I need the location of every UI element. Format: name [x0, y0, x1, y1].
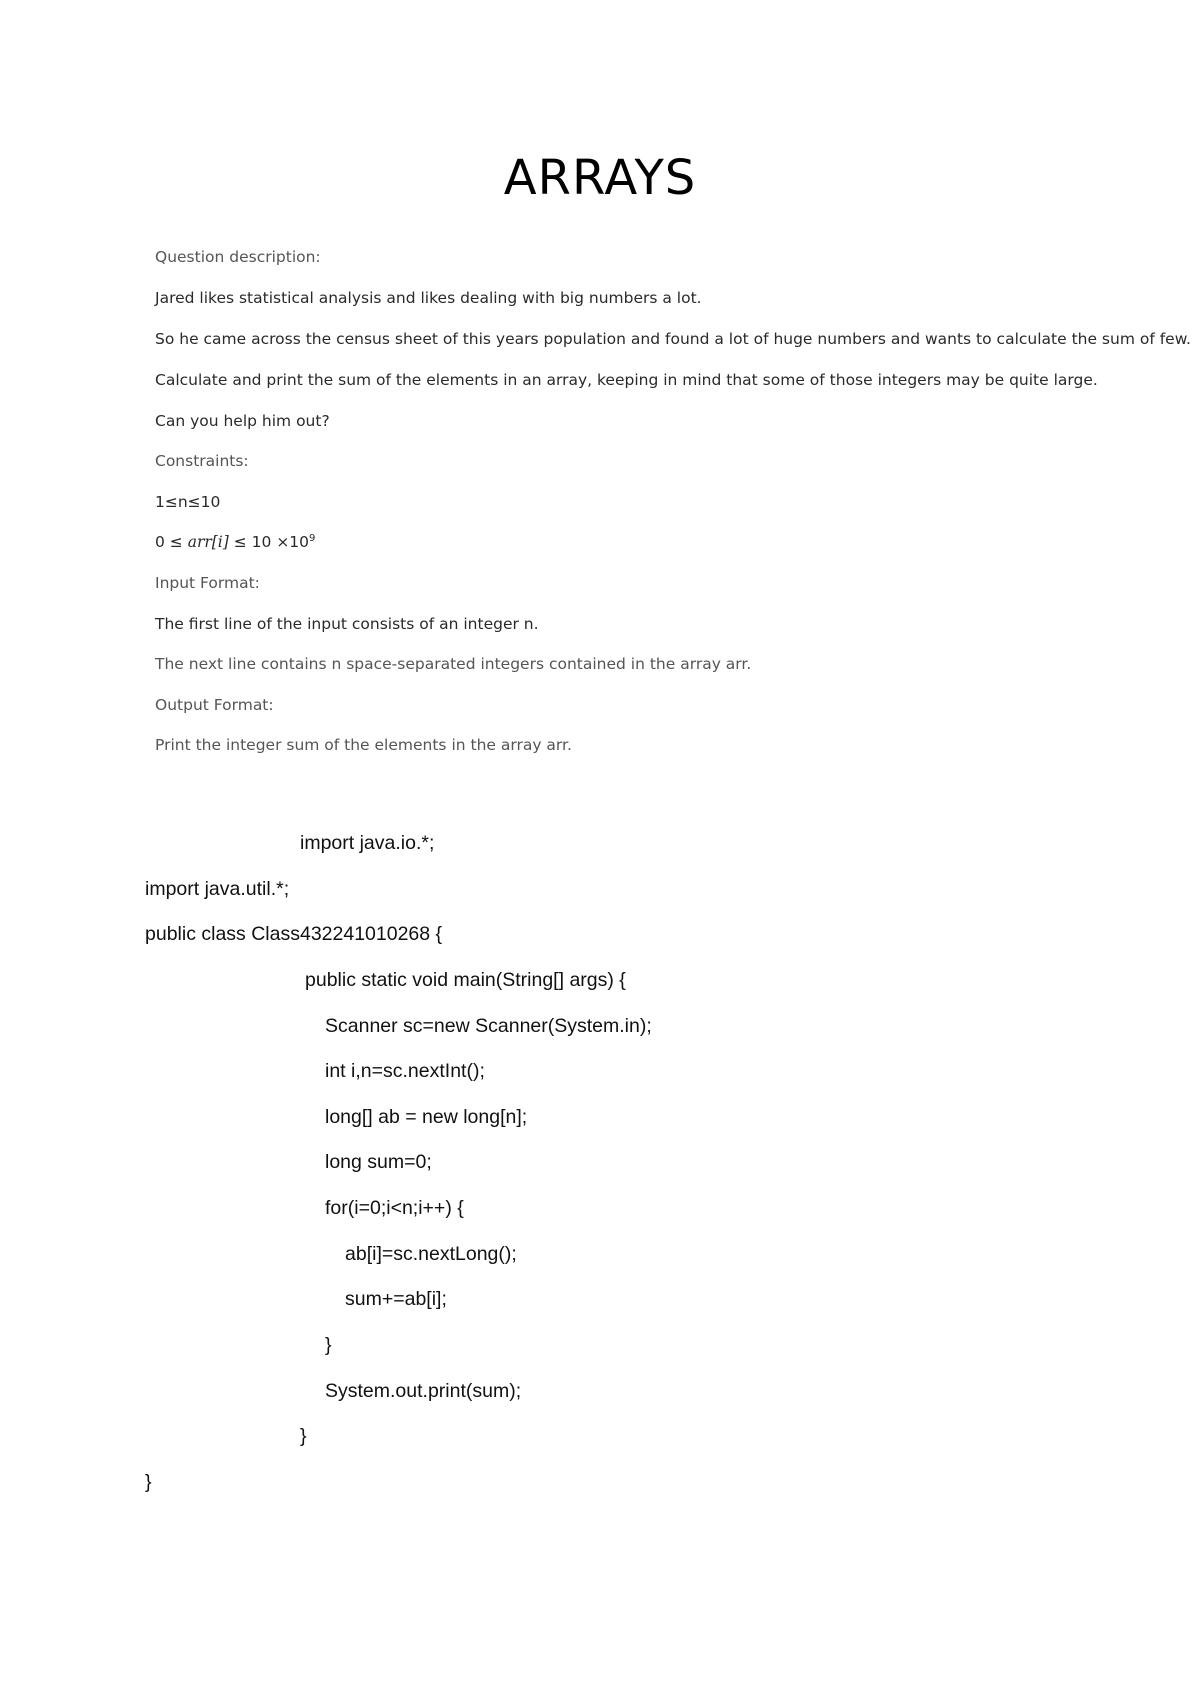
question-paragraph: Jared likes statistical analysis and likes dealing with big numbers a lot. — [155, 289, 702, 307]
constraints-label: Constraints: — [155, 452, 249, 470]
code-line: public static void main(String[] args) { — [305, 969, 626, 991]
constraint-arr — [155, 533, 315, 551]
code-line: Scanner sc=new Scanner(System.in); — [325, 1015, 652, 1037]
code-line: long[] ab = new long[n]; — [325, 1106, 528, 1128]
code-line: System.out.print(sum); — [325, 1380, 522, 1402]
code-line: } — [300, 1425, 307, 1447]
output-format-line: Print the integer sum of the elements in the array arr. — [155, 736, 572, 754]
code-line: import java.io.*; — [300, 832, 435, 854]
constraint-arr-middle: ≤ 10 ×10 — [228, 533, 310, 552]
code-line: ab[i]=sc.nextLong(); — [345, 1243, 517, 1265]
constraint-arr-var: arr[i] — [187, 533, 229, 552]
question-paragraph: Can you help him out? — [155, 412, 330, 430]
constraint-n: 1≤n≤10 — [155, 493, 221, 511]
output-format-label: Output Format: — [155, 696, 274, 714]
question-paragraph: Calculate and print the sum of the elements in an array, keeping in mind that some of those integers may be quite large. — [155, 371, 1098, 389]
input-format-line: The first line of the input consists of an integer n. — [155, 615, 539, 633]
code-line: for(i=0;i<n;i++) { — [325, 1197, 464, 1219]
input-format-line: The next line contains n space-separated integers contained in the array arr. — [155, 655, 752, 673]
code-line: sum+=ab[i]; — [345, 1288, 447, 1310]
constraint-arr-exponent: 9 — [309, 533, 316, 544]
code-line: } — [145, 1471, 152, 1493]
constraint-arr-prefix: 0 ≤ — [155, 533, 188, 552]
question-paragraph: So he came across the census sheet of this years population and found a lot of huge numbers and wants to calculate the sum of few. — [155, 330, 1191, 348]
page-title: ARRAYS — [503, 150, 697, 206]
code-line: public class Class432241010268 { — [145, 923, 443, 945]
code-line: import java.util.*; — [145, 878, 290, 900]
code-line: int i,n=sc.nextInt(); — [325, 1060, 485, 1082]
code-line: long sum=0; — [325, 1151, 432, 1173]
input-format-label: Input Format: — [155, 574, 260, 592]
code-line: } — [325, 1334, 332, 1356]
question-label: Question description: — [155, 248, 321, 266]
